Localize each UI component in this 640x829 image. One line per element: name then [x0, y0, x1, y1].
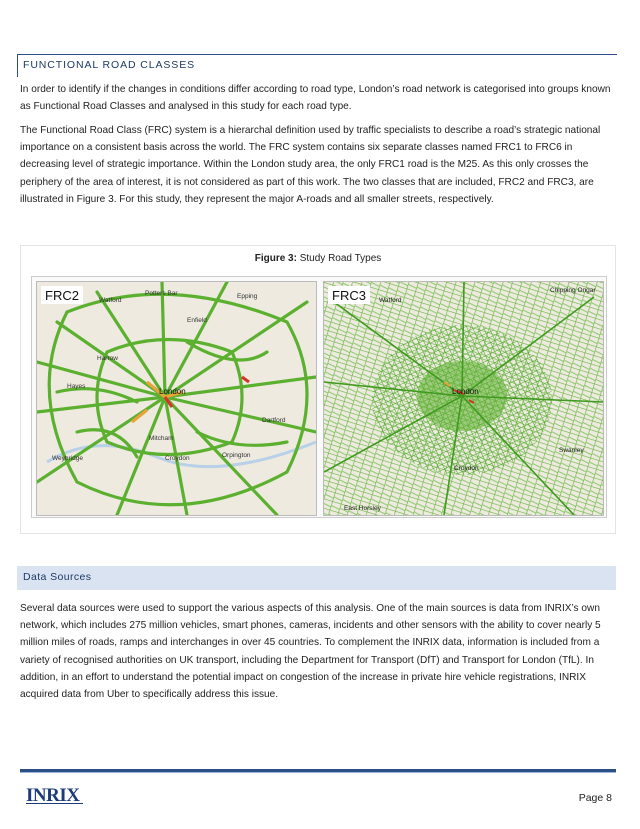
footer-rule-thin [20, 772, 616, 773]
figure-caption [21, 253, 615, 264]
frc2-place-potters-bar: Potters Bar [145, 290, 178, 297]
intro-paragraph: In order to identify if the changes in conditions differ according to road type, London’s road network is categorised into groups known as Functional Road Classes and analysed in this study for each road type. [20, 84, 611, 113]
figure-caption-text: Study Road Types [296, 253, 382, 264]
section-heading-data-sources [17, 566, 616, 590]
figure-3 [20, 245, 616, 534]
frc2-place-london: London [159, 387, 186, 396]
section-heading-functional-road-classes [17, 54, 617, 77]
frc2-label: FRC2 [41, 286, 83, 304]
frc3-place-east-horsley: East Horsley [344, 505, 381, 512]
frc2-place-croydon: Croydon [165, 455, 190, 462]
frc2-place-harrow: Harrow [97, 355, 118, 362]
frc2-place-watford: Watford [99, 297, 122, 304]
map-frame [31, 276, 607, 518]
frc2-place-mitcham: Mitcham [149, 435, 174, 442]
frc2-map-image [37, 282, 316, 515]
frc2-place-dartford: Dartford [262, 417, 286, 424]
frc3-place-swanley: Swanley [559, 447, 584, 454]
frc2-map [36, 281, 317, 516]
frc3-place-london: London [452, 387, 479, 396]
frc3-map [323, 281, 604, 516]
frc2-place-orpington: Orpington [222, 452, 251, 459]
inrix-logo [25, 783, 85, 805]
page-number: Page 8 [578, 792, 612, 804]
frc2-place-epping: Epping [237, 293, 258, 300]
frc2-place-enfield: Enfield [187, 317, 207, 324]
frc3-place-chipping-ongar: Chipping Ongar [550, 287, 596, 294]
frc3-place-croydon: Croydon [454, 465, 479, 472]
section-title: FUNCTIONAL ROAD CLASSES [23, 59, 196, 71]
frc2-place-weybridge: Weybridge [52, 455, 83, 462]
data-sources-paragraph: Several data sources were used to support the various aspects of this analysis. One of the main sources is data from INRIX’s own network, which includes 275 million vehicles, smart phones, cameras, incidents and other sensors with the ability to cover nearly 5 million miles of roads, ramps and interchanges in over 45 countries. To complement the INRIX data, information is included from a variety of recognised authorities on UK transport, including the Department for Transport (DfT) and Transport for London (TfL). In addition, in an effort to understand the potential impact on congestion of the increase in private hire vehicle registrations, INRIX acquired data from Uber to specifically address this issue. [20, 603, 601, 701]
frc3-map-image [324, 282, 603, 515]
section-title: Data Sources [23, 571, 92, 583]
frc2-place-hayes: Hayes [67, 383, 86, 390]
frc3-label: FRC3 [328, 286, 370, 304]
inrix-logo-text: INRIX [26, 785, 80, 805]
frc-paragraph: The Functional Road Class (FRC) system is a hierarchal definition used by traffic specialists to describe a road’s strategic national importance on a consistent basis across the world. The FRC system contains six separate classes named FRC1 to FRC6 in decreasing level of strategic importance. Within the London study area, the only FRC1 road is the M25. As this only crosses the periphery of the area of interest, it is not considered as part of this work. The two classes that are included, FRC2 and FRC3, are illustrated in Figure 3. For this study, they represent the major A-roads and all smaller streets, respectively. [20, 125, 601, 205]
frc3-place-watford: Watford [379, 297, 402, 304]
figure-caption-label: Figure 3: [254, 253, 297, 264]
